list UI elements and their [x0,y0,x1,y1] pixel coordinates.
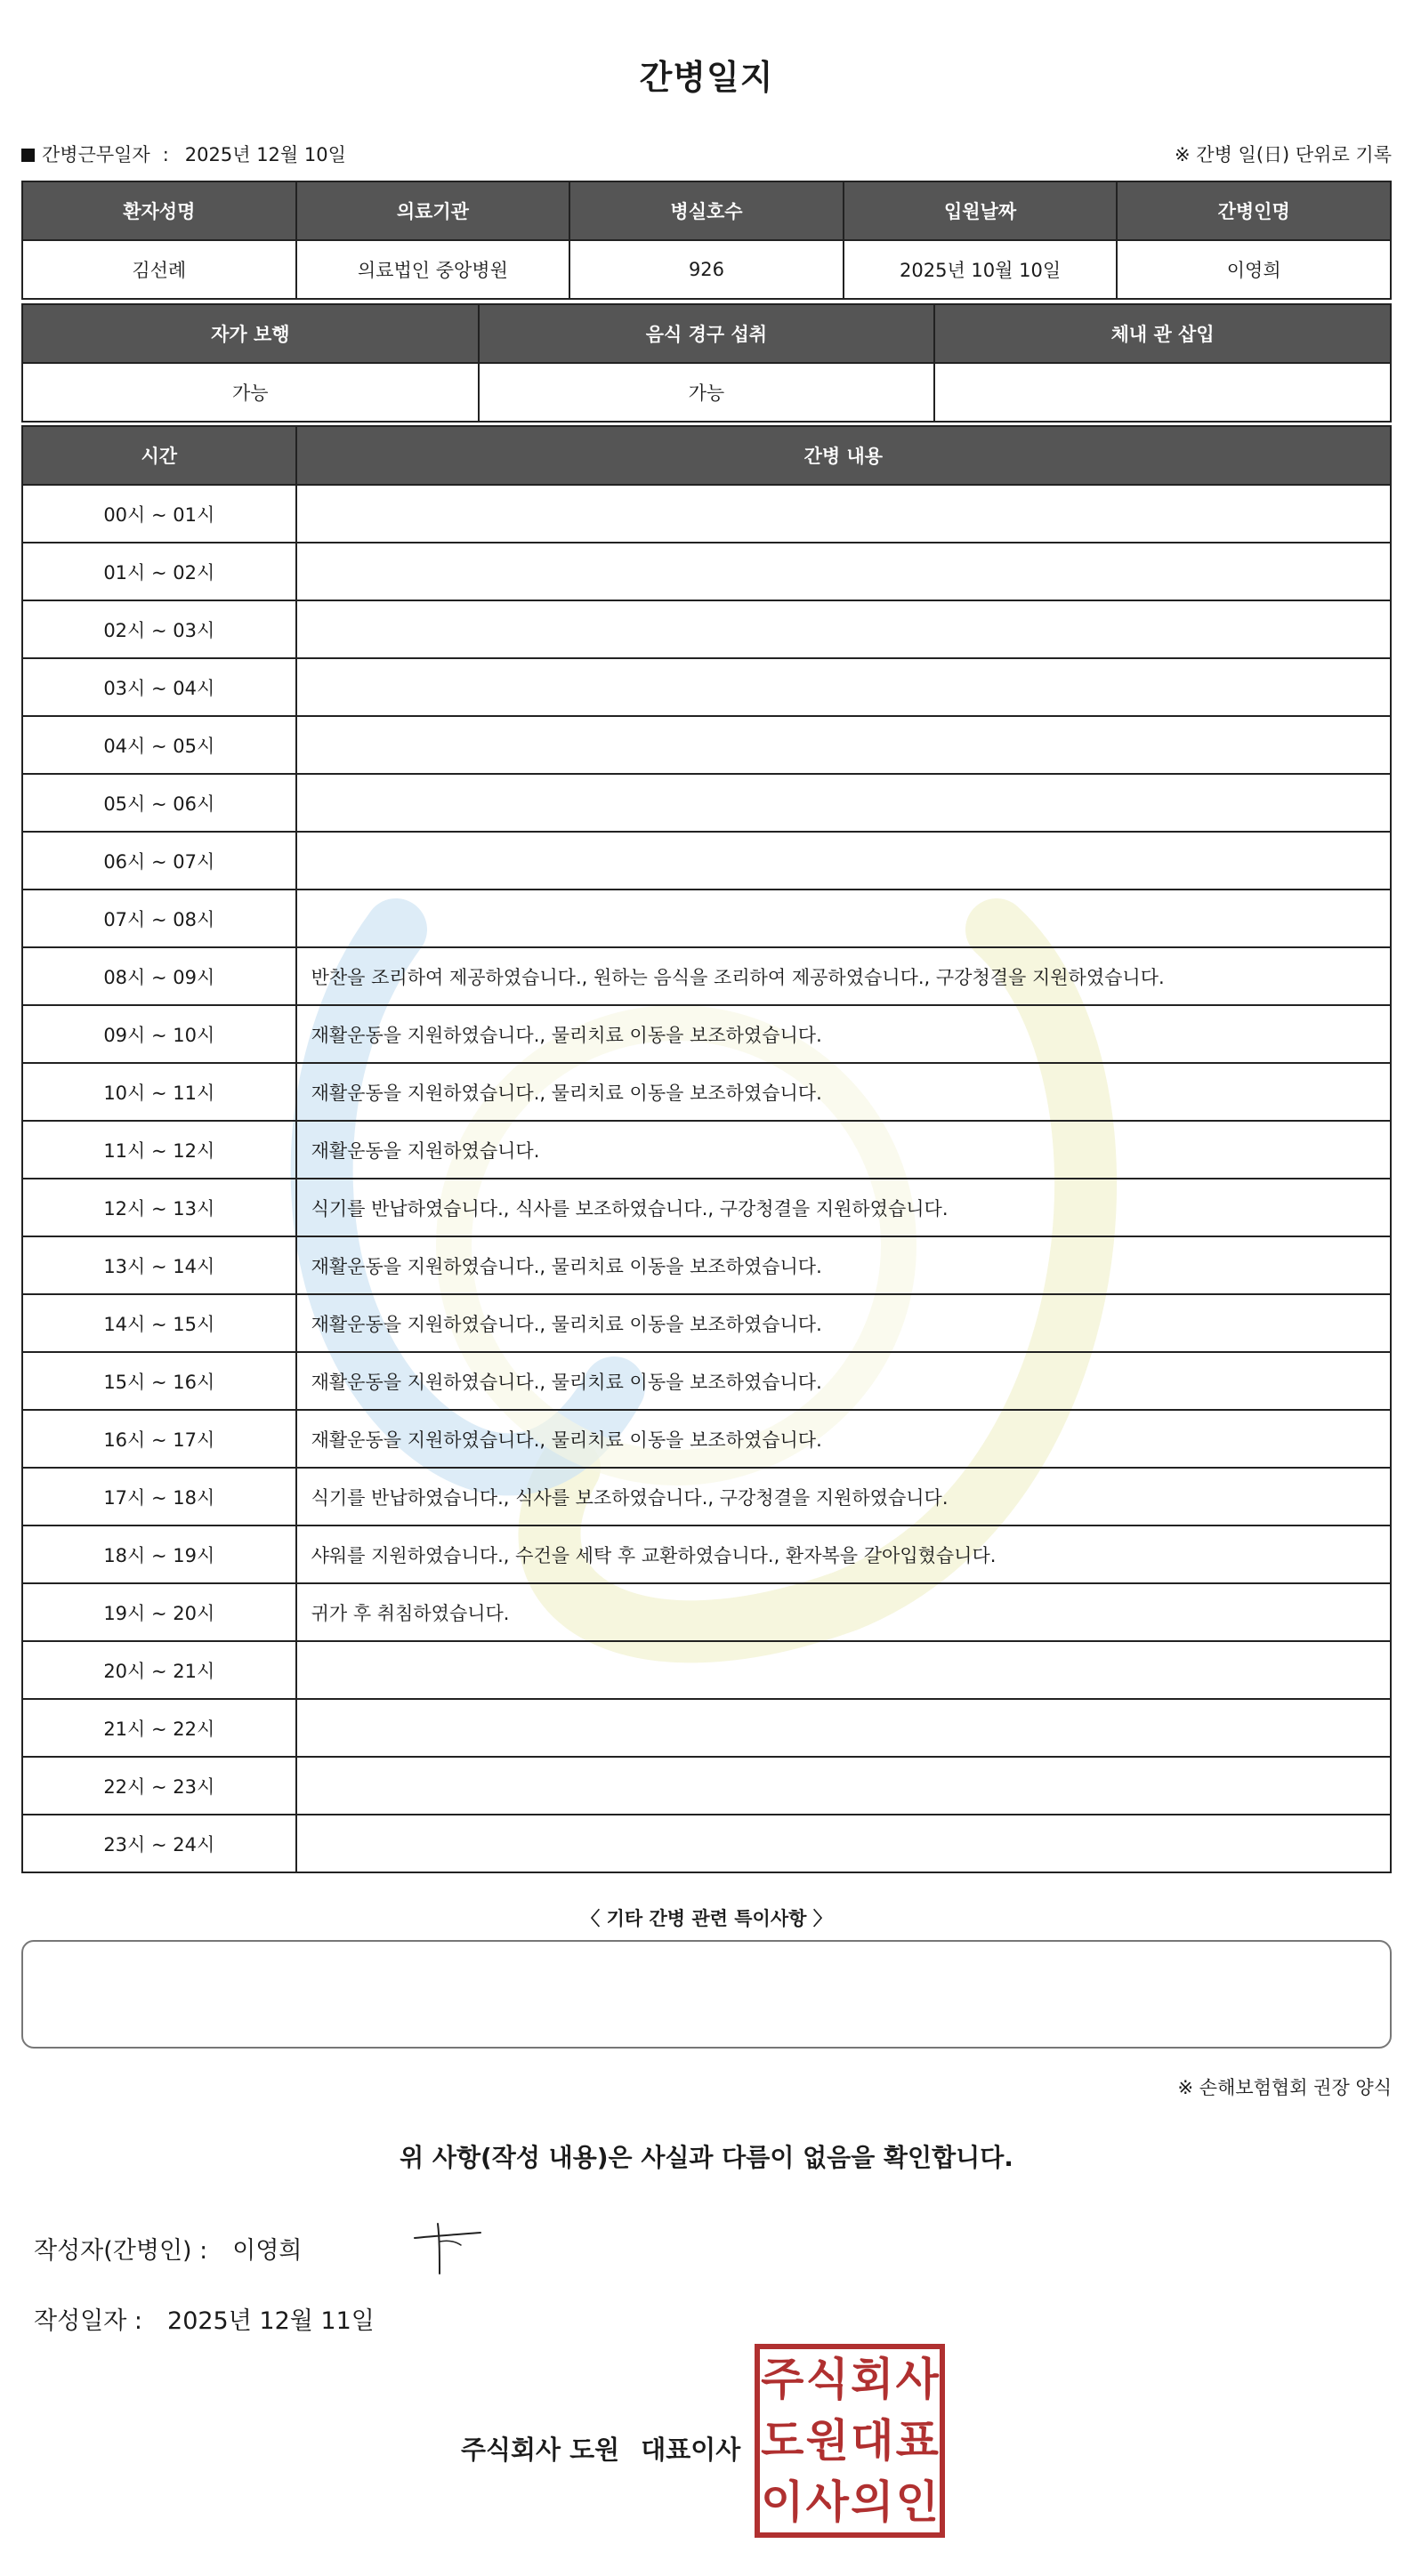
work-date-line [21,141,346,167]
writer-label: 작성자(간병인) : [34,2237,208,2265]
care-log-content: 재활운동을 지원하였습니다., 물리치료 이동을 보조하였습니다. [296,1352,1391,1410]
care-log-row [22,832,1391,890]
care-log-row [22,1815,1391,1872]
oral-intake-value: 가능 [479,363,935,422]
representative-title: 대표이사 [641,2435,741,2465]
care-log-time: 22시 ~ 23시 [22,1757,296,1815]
header-oral-intake: 음식 경구 섭취 [479,304,935,363]
notes-title: 〈 기타 간병 관련 특이사항 〉 [581,1908,832,1929]
seal-character: 인 [895,2475,939,2528]
care-log-row [22,1641,1391,1699]
care-log-row [22,890,1391,947]
caregiver-name: 이영희 [1117,240,1391,299]
care-log-time: 12시 ~ 13시 [22,1179,296,1236]
care-log-header-row [22,426,1391,485]
care-log-time: 09시 ~ 10시 [22,1005,296,1063]
care-log-time: 15시 ~ 16시 [22,1352,296,1410]
care-log-row [22,774,1391,832]
care-log-row [22,1179,1391,1236]
tube-insertion-value [934,363,1391,422]
care-log-row [22,1468,1391,1525]
recommend-note: ※ 손해보험협회 권장 양식 [1177,2077,1392,2098]
patient-info-header-row [22,181,1391,240]
work-date-label: 간병근무일자 [42,144,150,165]
written-date-line [34,2301,375,2336]
seal-character: 사 [895,2354,939,2406]
care-log-content [296,1641,1391,1699]
care-log-content [296,832,1391,890]
care-log-time: 11시 ~ 12시 [22,1121,296,1179]
care-log-time: 01시 ~ 02시 [22,543,296,600]
care-log-time: 13시 ~ 14시 [22,1236,296,1294]
header-tube-insertion: 체내 관 삽입 [934,304,1391,363]
care-log-time: 02시 ~ 03시 [22,600,296,658]
patient-name: 김선례 [22,240,296,299]
care-log-content: 재활운동을 지원하였습니다., 물리치료 이동을 보조하였습니다. [296,1005,1391,1063]
care-log-row [22,1583,1391,1641]
written-date-label: 작성일자 : [34,2307,143,2335]
care-log-time: 18시 ~ 19시 [22,1525,296,1583]
square-bullet-icon [21,149,35,162]
header-admission-date: 입원날짜 [844,181,1118,240]
written-date-value: 2025년 12월 11일 [167,2307,375,2335]
care-log-time: 23시 ~ 24시 [22,1815,296,1872]
company-line [461,2430,740,2467]
care-log-row [22,1063,1391,1121]
care-log-content: 샤워를 지원하였습니다., 수건을 세탁 후 교환하였습니다., 환자복을 갈아입혔습니다. [296,1525,1391,1583]
company-name: 주식회사 도원 [461,2435,620,2465]
patient-info-value-row [22,240,1391,299]
care-log-row [22,1005,1391,1063]
care-log-content [296,543,1391,600]
care-log-content [296,890,1391,947]
seal-character: 의 [851,2475,894,2528]
header-care-content: 간병 내용 [296,426,1391,485]
notes-box [21,1940,1392,2049]
care-log-time: 00시 ~ 01시 [22,485,296,543]
care-log-time: 10시 ~ 11시 [22,1063,296,1121]
care-log-content: 재활운동을 지원하였습니다., 물리치료 이동을 보조하였습니다. [296,1410,1391,1468]
care-log-time: 19시 ~ 20시 [22,1583,296,1641]
header-hospital: 의료기관 [296,181,570,240]
header-time: 시간 [22,426,296,485]
seal-character: 표 [895,2414,939,2467]
status-value-row [22,363,1391,422]
header-room-number: 병실호수 [569,181,844,240]
header-patient-name: 환자성명 [22,181,296,240]
admission-date: 2025년 10월 10일 [844,240,1118,299]
patient-info-table [21,181,1392,300]
work-date-separator: : [162,144,169,165]
care-log-content [296,485,1391,543]
care-log-content [296,658,1391,716]
care-log-time: 17시 ~ 18시 [22,1468,296,1525]
header-self-walking: 자가 보행 [22,304,479,363]
care-log-content: 재활운동을 지원하였습니다., 물리치료 이동을 보조하였습니다. [296,1294,1391,1352]
care-log-row [22,716,1391,774]
care-log-time: 14시 ~ 15시 [22,1294,296,1352]
unit-note: ※ 간병 일(日) 단위로 기록 [1175,144,1392,165]
seal-character: 사 [805,2475,849,2528]
care-log-content: 반찬을 조리하여 제공하였습니다., 원하는 음식을 조리하여 제공하였습니다., 구강청결을 지원하였습니다. [296,947,1391,1005]
care-log-time: 16시 ~ 17시 [22,1410,296,1468]
care-log-time: 04시 ~ 05시 [22,716,296,774]
care-log-time: 21시 ~ 22시 [22,1699,296,1757]
document-title: 간병일지 [639,58,774,97]
care-log-table [21,425,1392,1873]
care-log-row [22,1121,1391,1179]
status-header-row [22,304,1391,363]
care-log-time: 06시 ~ 07시 [22,832,296,890]
care-log-row [22,1757,1391,1815]
room-number: 926 [569,240,844,299]
handwritten-signature [413,2220,484,2277]
care-log-content [296,774,1391,832]
care-log-time: 03시 ~ 04시 [22,658,296,716]
care-log-content [296,1757,1391,1815]
care-log-content: 귀가 후 취침하였습니다. [296,1583,1391,1641]
seal-character: 식 [805,2354,849,2406]
writer-name: 이영희 [232,2237,303,2265]
care-log-time: 07시 ~ 08시 [22,890,296,947]
care-log-row [22,600,1391,658]
care-log-content [296,716,1391,774]
seal-character: 대 [851,2414,894,2467]
care-log-content: 재활운동을 지원하였습니다. [296,1121,1391,1179]
care-log-row [22,1352,1391,1410]
care-log-time: 20시 ~ 21시 [22,1641,296,1699]
seal-character: 원 [805,2414,849,2467]
care-log-time: 08시 ~ 09시 [22,947,296,1005]
care-log-content: 식기를 반납하였습니다., 식사를 보조하였습니다., 구강청결을 지원하였습니다. [296,1179,1391,1236]
self-walking-value: 가능 [22,363,479,422]
care-log-content [296,600,1391,658]
care-log-content: 재활운동을 지원하였습니다., 물리치료 이동을 보조하였습니다. [296,1063,1391,1121]
care-log-row [22,1294,1391,1352]
care-log-row [22,1699,1391,1757]
care-log-row [22,485,1391,543]
care-log-row [22,543,1391,600]
care-log-body [22,485,1391,1872]
care-log-content [296,1815,1391,1872]
care-log-row [22,1410,1391,1468]
care-log-time: 05시 ~ 06시 [22,774,296,832]
care-log-row [22,1236,1391,1294]
patient-status-table [21,303,1392,423]
seal-character: 이 [761,2475,804,2528]
hospital-name: 의료법인 중앙병원 [296,240,570,299]
confirmation-text: 위 사항(작성 내용)은 사실과 다름이 없음을 확인합니다. [400,2143,1013,2172]
seal-character: 도 [761,2414,804,2467]
writer-line [34,2231,303,2266]
work-date-value: 2025년 12월 10일 [184,144,346,165]
care-log-row [22,947,1391,1005]
care-log-row [22,658,1391,716]
care-log-content [296,1699,1391,1757]
header-caregiver-name: 간병인명 [1117,181,1391,240]
care-log-content: 재활운동을 지원하였습니다., 물리치료 이동을 보조하였습니다. [296,1236,1391,1294]
seal-character: 주 [761,2354,804,2406]
care-log-content: 식기를 반납하였습니다., 식사를 보조하였습니다., 구강청결을 지원하였습니다. [296,1468,1391,1525]
company-seal-stamp [755,2344,945,2538]
care-log-row [22,1525,1391,1583]
seal-character: 회 [851,2354,894,2406]
